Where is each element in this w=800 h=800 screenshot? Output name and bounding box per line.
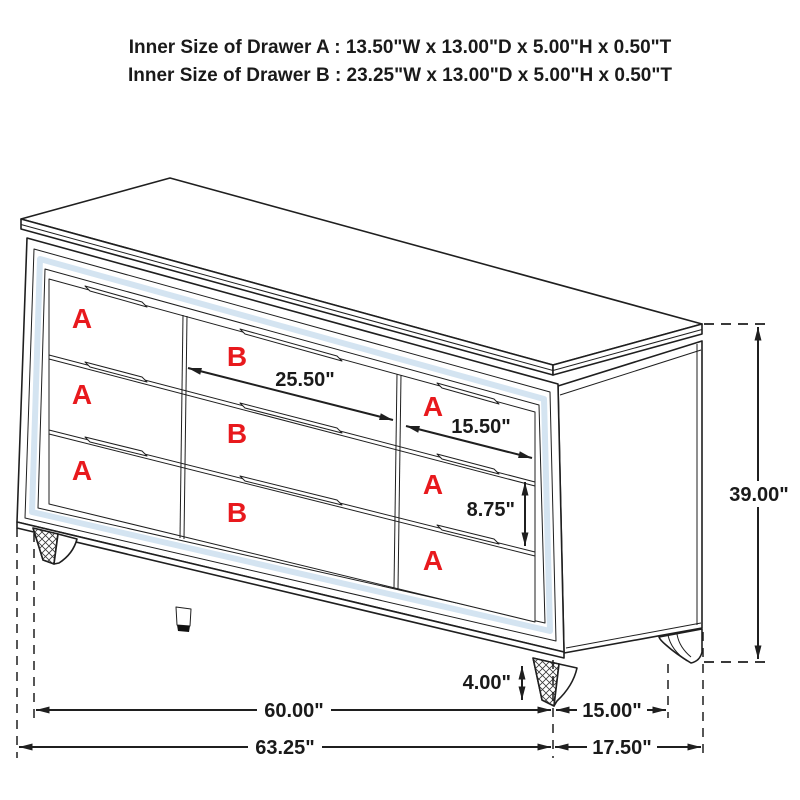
drawer-label-a: A — [422, 469, 444, 500]
dim-drawer-a-width-label: 15.50" — [451, 416, 511, 438]
dim-case-width-label: 60.00" — [264, 700, 324, 722]
drawer-label-a: A — [71, 455, 93, 486]
dim-overall-depth-label: 17.50" — [592, 737, 652, 759]
drawer-label-a: A — [71, 379, 93, 410]
dim-side-depth-label: 15.00" — [582, 700, 642, 722]
drawer-label-a: A — [422, 391, 444, 422]
drawer-label-a: A — [422, 545, 444, 576]
dimension-overall-width — [19, 734, 551, 759]
front-right-leg — [533, 658, 577, 706]
title-line-2: Inner Size of Drawer B : 23.25"W x 13.00"D x 5.00"H x 0.50"T — [128, 65, 672, 86]
dimension-overall-depth — [555, 734, 701, 759]
dimension-side-depth — [556, 697, 666, 722]
dim-overall-width-label: 63.25" — [255, 737, 315, 759]
dimension-case-width — [36, 697, 551, 722]
dim-drawer-b-width-label: 25.50" — [275, 369, 335, 391]
drawer-label-b: B — [226, 497, 248, 528]
title-line-1: Inner Size of Drawer A : 13.50"W x 13.00"D x 5.00"H x 0.50"T — [128, 37, 672, 58]
drawer-label-b: B — [226, 418, 248, 449]
dim-overall-height-label: 39.00" — [729, 484, 789, 506]
dim-leg-height-label: 4.00" — [462, 672, 511, 694]
drawer-label-b: B — [226, 341, 248, 372]
dim-drawer-front-height-label: 8.75" — [466, 499, 515, 521]
dresser-side-panel — [558, 341, 702, 653]
dimension-overall-height — [726, 327, 792, 659]
dimension-leg-height — [463, 666, 522, 700]
back-center-leg — [176, 607, 191, 632]
drawer-label-a: A — [71, 303, 93, 334]
